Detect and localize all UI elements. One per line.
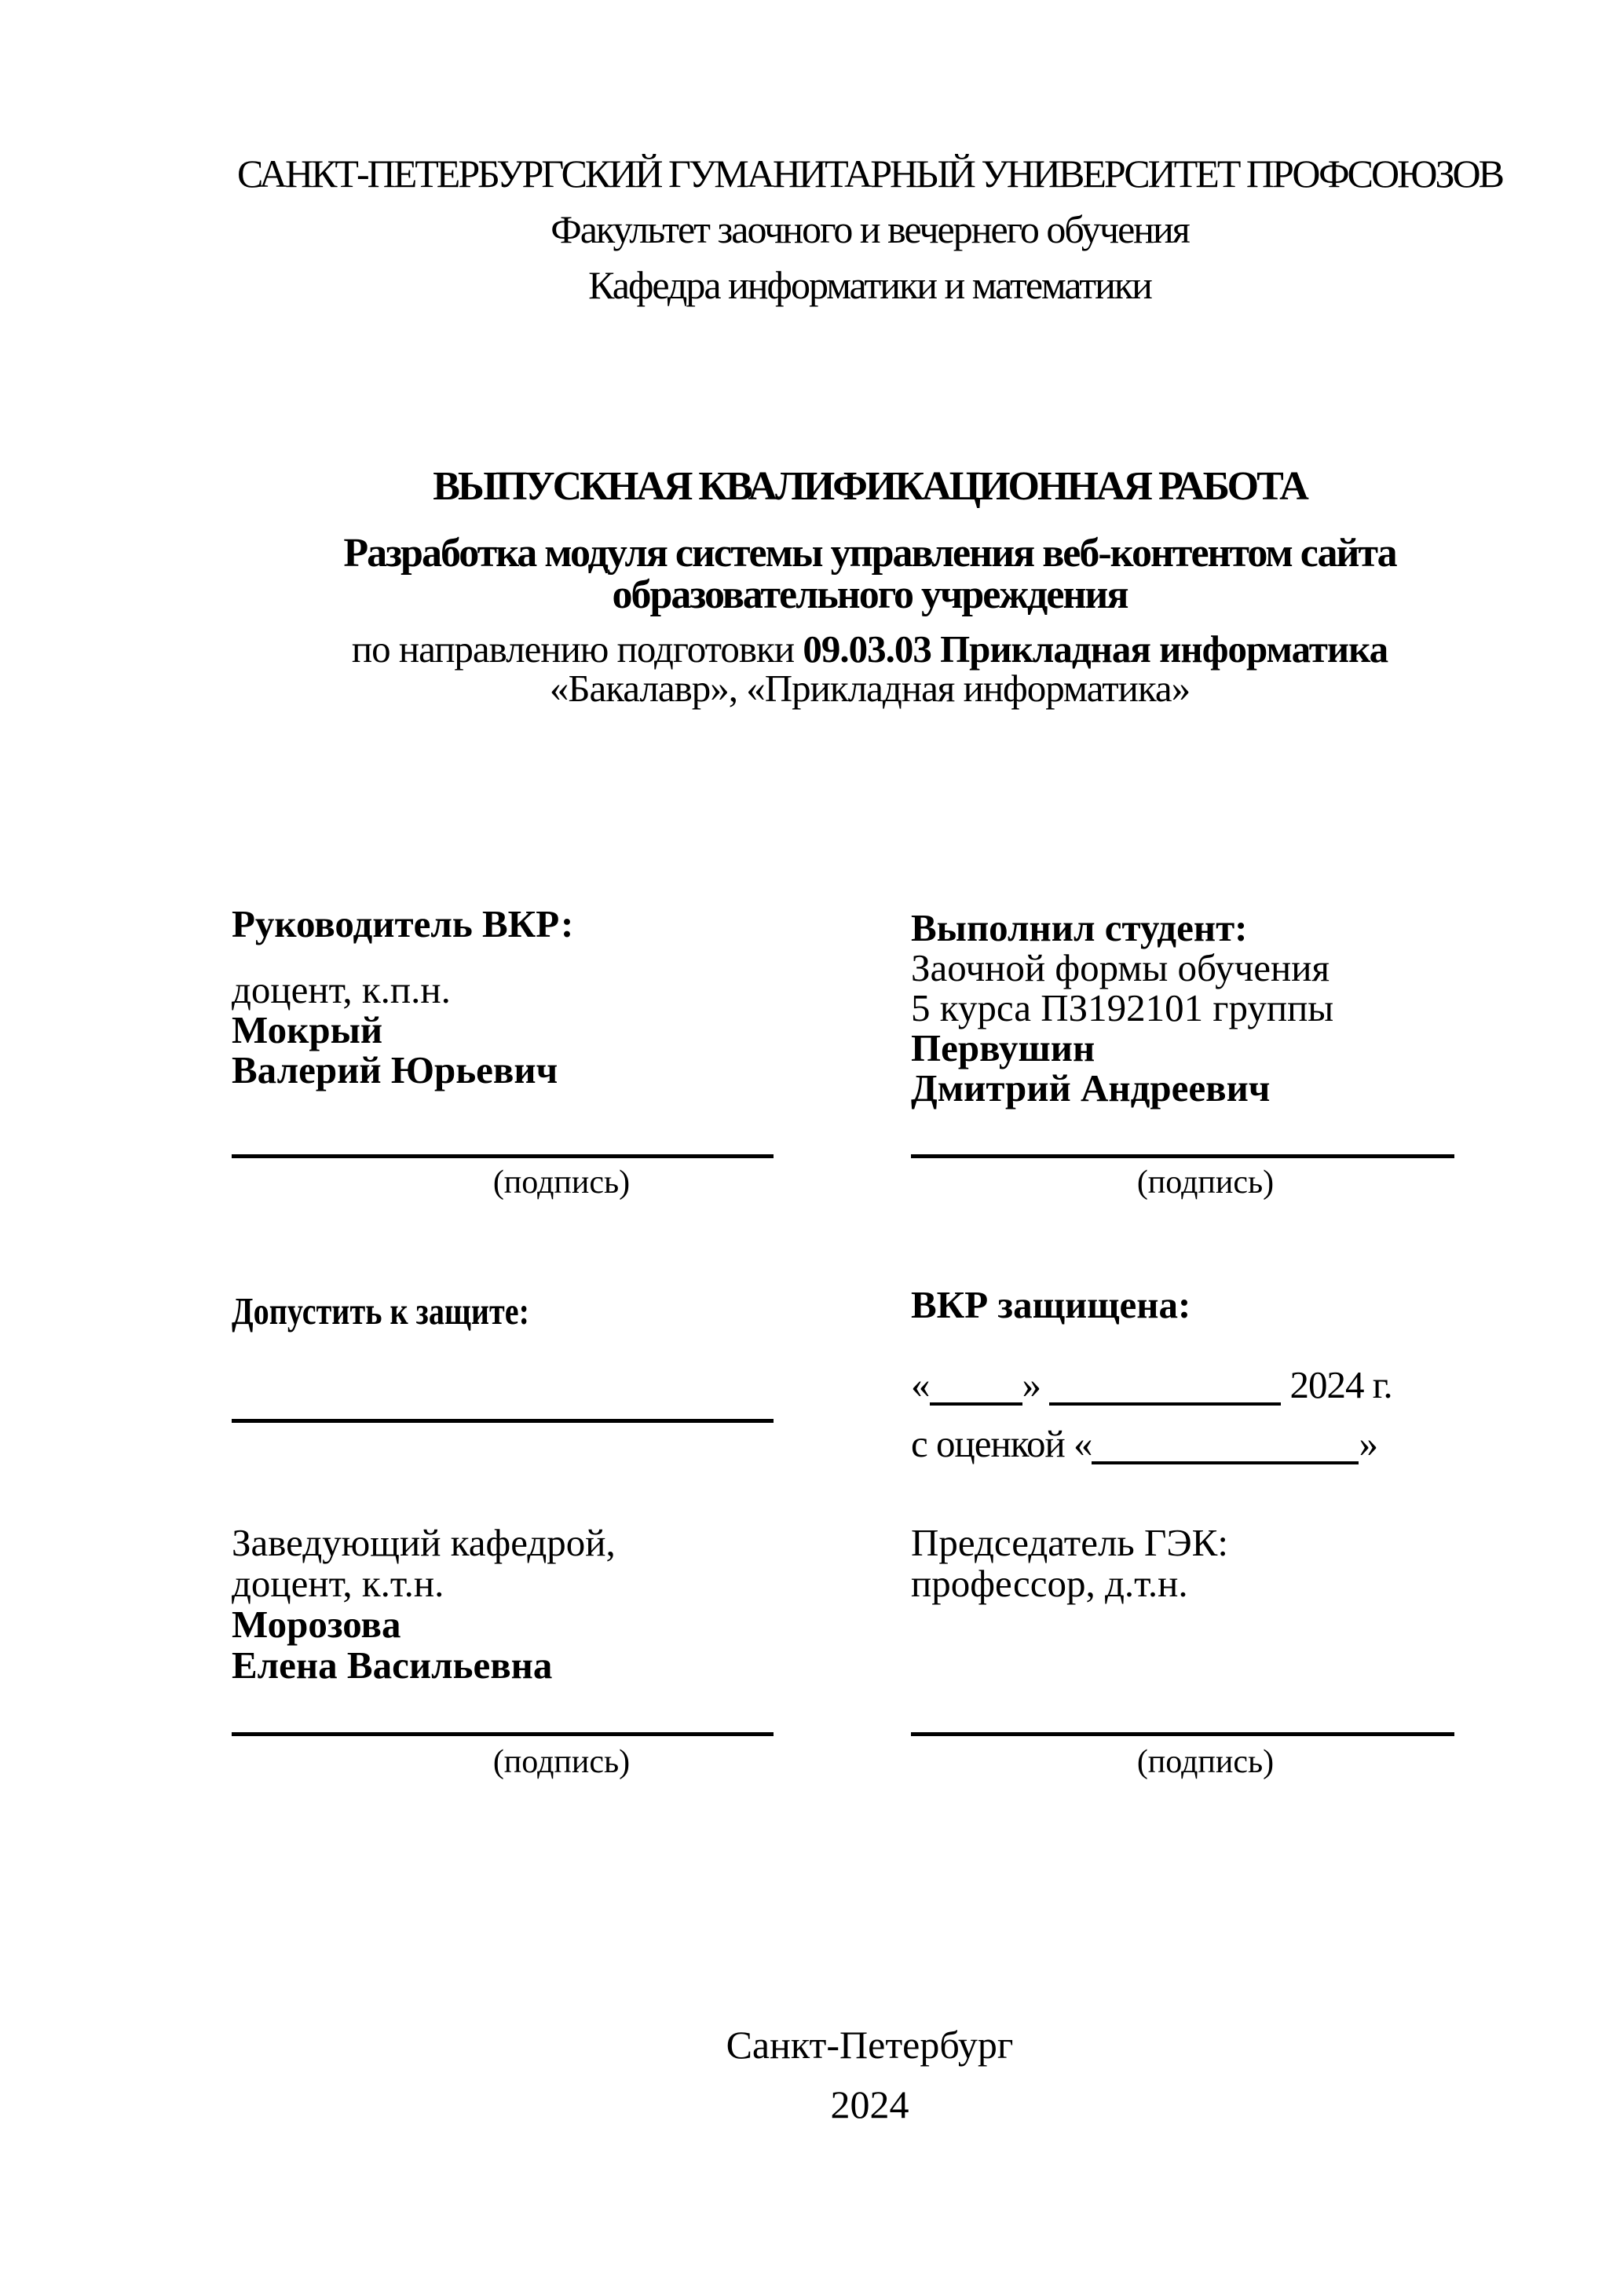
department-name: Кафедра информатики и математики — [588, 263, 1151, 307]
work-topic-line-2: образовательного учреждения — [612, 572, 1128, 617]
direction-code: 09.03.03 Прикладная информатика — [803, 627, 1388, 671]
student-surname: Первушин — [911, 1026, 1095, 1069]
supervisor-name: Валерий Юрьевич — [232, 1048, 558, 1091]
dept-head-signature-caption: (подпись) — [492, 1744, 631, 1780]
direction-prefix: по направлению подготовки — [351, 627, 803, 671]
footer-year: 2024 — [830, 2082, 909, 2126]
dept-head-signature-line — [232, 1732, 774, 1736]
work-topic — [232, 532, 1508, 616]
gec-chair-signature-line — [911, 1732, 1454, 1736]
date-day-blank — [930, 1402, 1022, 1406]
dept-head-position-1: Заведующий кафедрой, — [232, 1521, 616, 1564]
qualification-line: «Бакалавр», «Прикладная информатика» — [549, 667, 1191, 710]
supervisor-signature-line — [232, 1154, 774, 1158]
date-close-quote: » — [1022, 1363, 1041, 1406]
faculty-name: Факультет заочного и вечернего обучения — [550, 207, 1189, 251]
supervisor-degree: доцент, к.п.н. — [232, 968, 451, 1011]
defense-date-row — [911, 1364, 1461, 1406]
defense-grade-row — [911, 1423, 1461, 1464]
grade-prefix: с оценкой « — [911, 1422, 1092, 1465]
defense-year: 2024 г. — [1289, 1363, 1392, 1406]
work-type-title: ВЫПУСКНАЯ КВАЛИФИКАЦИОННАЯ РАБОТА — [433, 464, 1307, 509]
defense-heading: ВКР защищена: — [911, 1283, 1191, 1326]
grade-blank — [1092, 1461, 1359, 1464]
student-heading: Выполнил студент: — [911, 906, 1248, 949]
student-block — [911, 908, 1461, 1108]
work-topic-line-1: Разработка модуля системы управления веб-контентом сайта — [343, 531, 1396, 576]
supervisor-signature-caption: (подпись) — [492, 1164, 631, 1201]
gec-chair-signature-caption: (подпись) — [1136, 1744, 1275, 1780]
supervisor-block — [232, 904, 774, 1090]
admission-heading: Допустить к защите: — [232, 1289, 529, 1333]
date-month-blank — [1049, 1402, 1281, 1406]
student-name: Дмитрий Андреевич — [911, 1066, 1271, 1110]
footer-city: Санкт-Петербург — [726, 2023, 1014, 2067]
gec-chair-position: профессор, д.т.н. — [911, 1562, 1188, 1605]
dept-head-surname: Морозова — [232, 1603, 401, 1646]
student-study-form: Заочной формы обучения — [911, 946, 1330, 989]
supervisor-heading: Руководитель ВКР: — [232, 902, 574, 945]
gec-chair-block — [911, 1523, 1461, 1604]
gec-chair-heading: Председатель ГЭК: — [911, 1521, 1228, 1564]
admission-signature-line — [232, 1419, 774, 1423]
direction-line — [232, 628, 1508, 670]
date-open-quote: « — [911, 1363, 930, 1406]
footer — [232, 2015, 1508, 2134]
dept-head-position-2: доцент, к.т.н. — [232, 1562, 444, 1605]
supervisor-surname: Мокрый — [232, 1008, 383, 1051]
student-signature-caption: (подпись) — [1136, 1164, 1275, 1201]
department-head-block — [232, 1523, 774, 1686]
student-course-group: 5 курса ПЗ192101 группы — [911, 986, 1334, 1029]
grade-close-quote: » — [1359, 1422, 1377, 1465]
student-signature-line — [911, 1154, 1454, 1158]
university-name: САНКТ-ПЕТЕРБУРГСКИЙ ГУМАНИТАРНЫЙ УНИВЕРСИТЕТ ПРОФСОЮЗОВ — [237, 152, 1502, 196]
institution-header — [232, 146, 1508, 313]
dept-head-name: Елена Васильевна — [232, 1643, 553, 1687]
